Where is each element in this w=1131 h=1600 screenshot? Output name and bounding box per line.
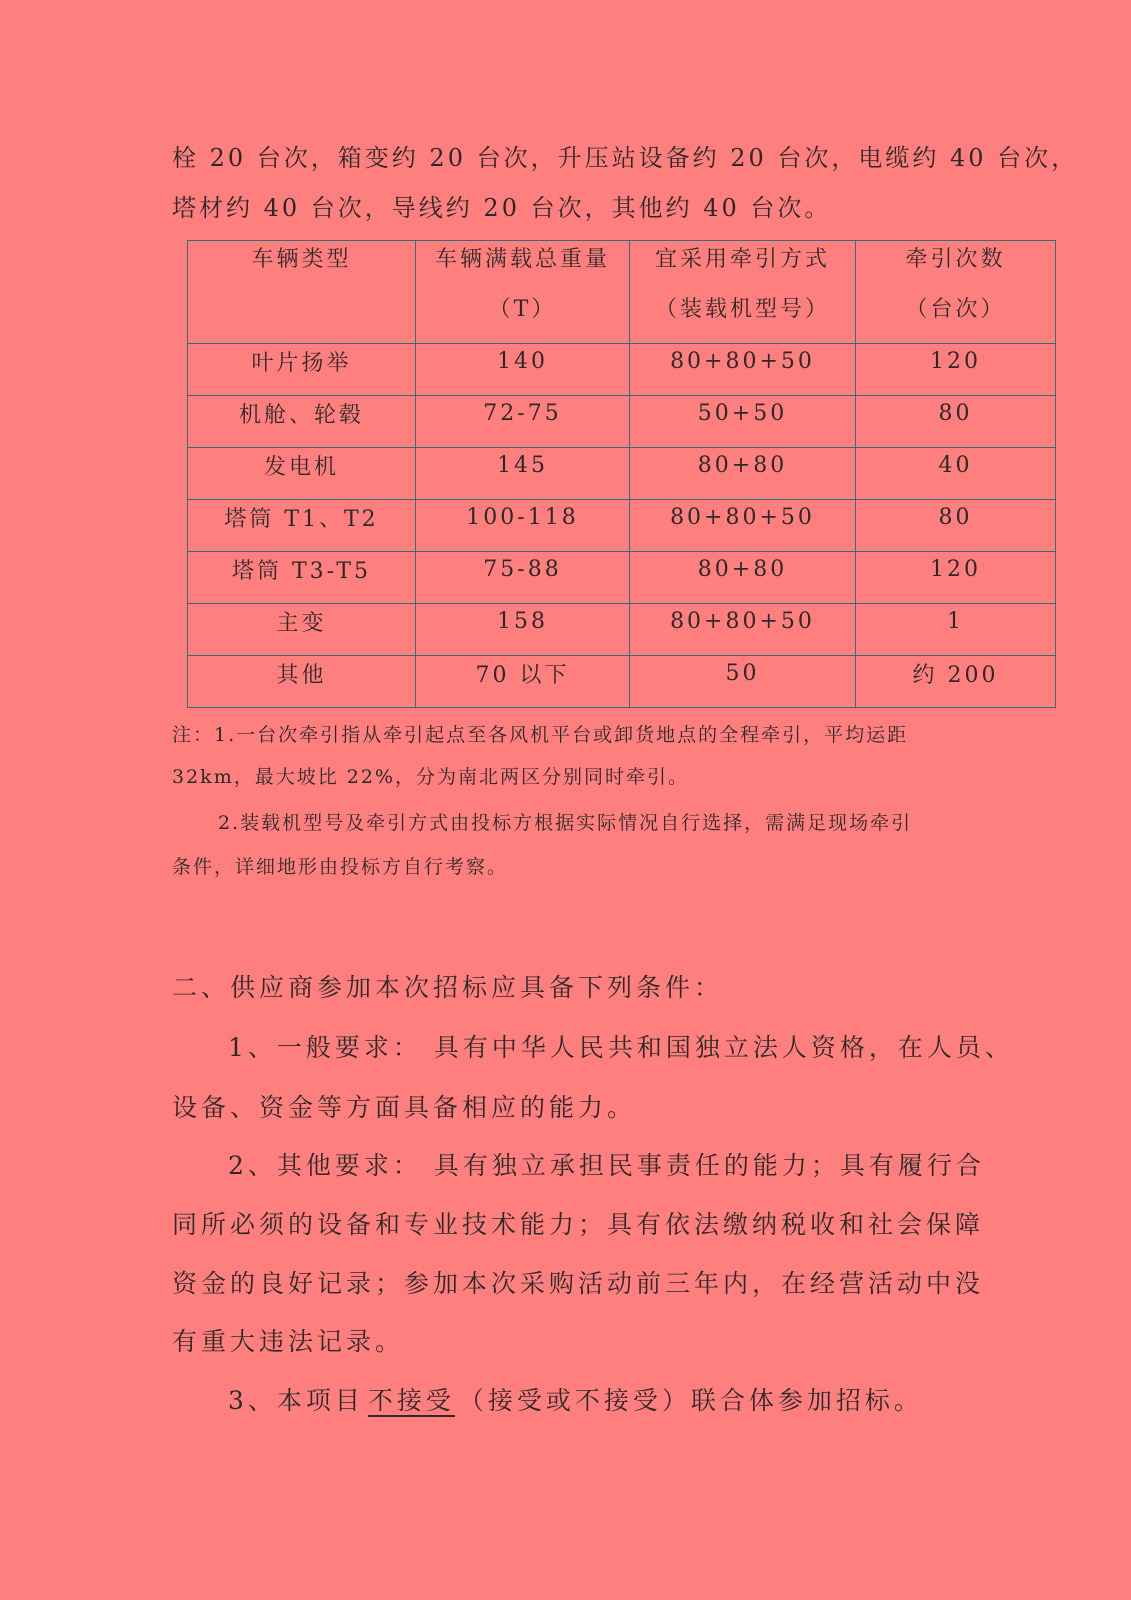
table-row: [188, 552, 1056, 604]
cell-traction-method: 80+80: [697, 557, 788, 582]
cell-traction-count: 120: [930, 349, 981, 374]
table-header-row: [188, 241, 1056, 344]
requirement-3: [228, 1381, 923, 1417]
cell-total-weight: 158: [497, 609, 548, 634]
cell-total-weight: 72-75: [483, 401, 562, 426]
cell-vehicle-type: 机舱、轮毂: [238, 403, 364, 428]
table-row: [188, 396, 1056, 448]
intro-line-2: 塔材约 40 台次，导线约 20 台次，其他约 40 台次。: [172, 194, 832, 222]
cell-vehicle-type: 主变: [276, 611, 327, 636]
cell-traction-method: 80+80+50: [670, 349, 815, 374]
header-vehicle-type: 车辆类型: [188, 241, 416, 344]
requirement-3-suffix: （接受或不接受）联合体参加招标。: [458, 1386, 923, 1415]
cell-traction-count: 80: [938, 505, 973, 530]
cell-traction-method: 80+80: [697, 453, 788, 478]
note-2-line-1: 2.装载机型号及牵引方式由投标方根据实际情况自行选择，需满足现场牵引: [218, 812, 913, 834]
header-traction-method: 宜采用牵引方式 （装载机型号）: [630, 241, 856, 344]
cell-vehicle-type: 发电机: [263, 455, 339, 480]
cell-traction-method: 50+50: [697, 401, 788, 426]
requirement-1-line-2: 设备、资金等方面具备相应的能力。: [172, 1093, 637, 1122]
cell-total-weight: 75-88: [483, 557, 562, 582]
cell-traction-count: 约 200: [912, 663, 999, 688]
cell-total-weight: 70 以下: [475, 663, 570, 688]
table-row: [188, 500, 1056, 552]
section-2-title: 二、供应商参加本次招标应具备下列条件：: [172, 973, 724, 1002]
table-row: [188, 344, 1056, 396]
cell-vehicle-type: 塔筒 T1、T2: [224, 507, 379, 532]
cell-total-weight: 140: [497, 349, 548, 374]
cell-traction-count: 40: [938, 453, 973, 478]
cell-traction-method: 80+80+50: [670, 609, 815, 634]
note-1-line-2: 32km，最大坡比 22%，分为南北两区分别同时牵引。: [172, 766, 689, 788]
table-row: [188, 448, 1056, 500]
table-row: [188, 656, 1056, 708]
cell-total-weight: 145: [497, 453, 548, 478]
note-1-line-1: 注：1.一台次牵引指从牵引起点至各风机平台或卸货地点的全程牵引，平均运距: [172, 724, 909, 746]
vehicle-traction-table: [187, 240, 1056, 708]
cell-traction-method: 80+80+50: [670, 505, 815, 530]
cell-traction-count: 120: [930, 557, 981, 582]
cell-traction-method: 50: [725, 661, 760, 686]
cell-total-weight: 100-118: [466, 505, 579, 530]
requirement-2-line-3: 资金的良好记录；参加本次采购活动前三年内，在经营活动中没: [172, 1269, 985, 1298]
requirement-2-line-2: 同所必须的设备和专业技术能力；具有依法缴纳税收和社会保障: [172, 1210, 985, 1239]
requirement-1-line-1: 1、一般要求： 具有中华人民共和国独立法人资格，在人员、: [228, 1033, 1014, 1062]
requirement-2-line-4: 有重大违法记录。: [172, 1327, 405, 1356]
cell-traction-count: 1: [947, 609, 964, 634]
requirement-2-line-1: 2、其他要求： 具有独立承担民事责任的能力；具有履行合: [228, 1151, 985, 1180]
cell-vehicle-type: 塔筒 T3-T5: [232, 559, 371, 584]
header-traction-count: 牵引次数 （台次）: [856, 241, 1056, 344]
header-total-weight: 车辆满载总重量 （T）: [416, 241, 630, 344]
note-2-line-2: 条件，详细地形由投标方自行考察。: [172, 856, 509, 878]
cell-vehicle-type: 叶片扬举: [251, 351, 352, 376]
intro-line-1: 栓 20 台次，箱变约 20 台次，升压站设备约 20 台次，电缆约 40 台次，: [172, 144, 1079, 172]
requirement-3-prefix: 3、本项目: [228, 1386, 364, 1415]
table-row: [188, 604, 1056, 656]
cell-traction-count: 80: [938, 401, 973, 426]
consortium-acceptance-value: 不接受: [367, 1386, 455, 1415]
cell-vehicle-type: 其他: [276, 663, 327, 688]
